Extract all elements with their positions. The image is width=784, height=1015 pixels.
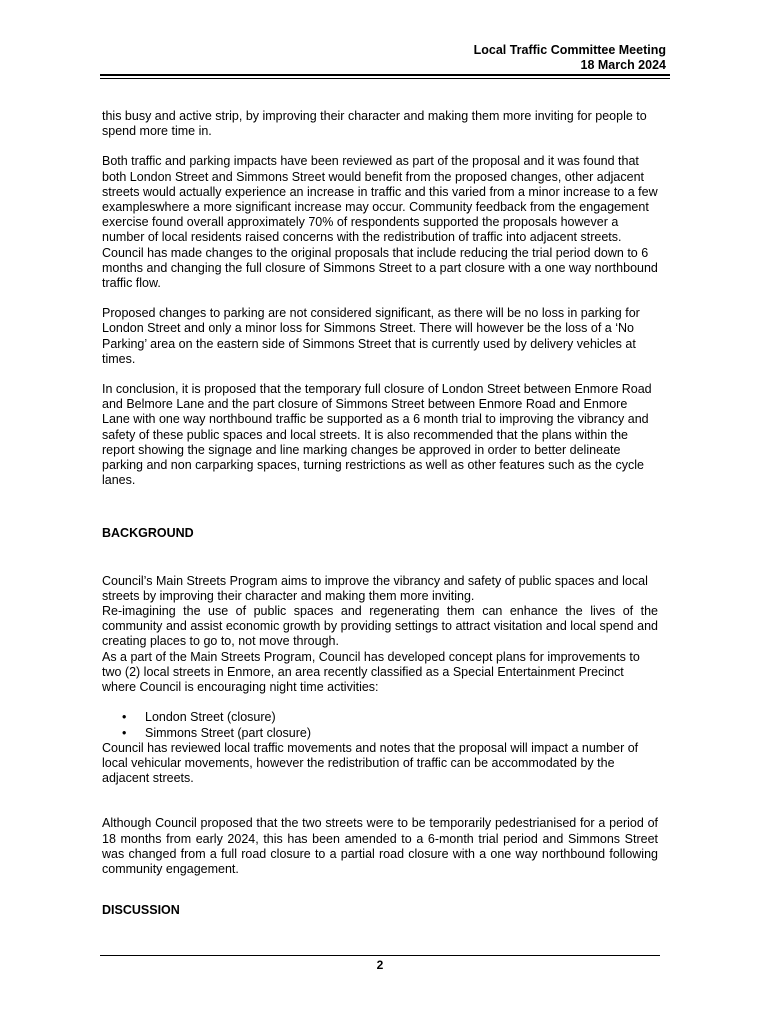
header-rule-thin — [100, 78, 670, 79]
intro-paragraph-3: Proposed changes to parking are not considered significant, as there will be no loss in parking for London Street and only a minor loss for Simmons Street. There will however be the loss of a ‘No Parking’ area on the eastern side of Simmons Street that is currently used by delivery vehicles at times. — [102, 306, 640, 366]
footer-rule — [100, 955, 660, 956]
background-paragraph-1: Council’s Main Streets Program aims to improve the vibrancy and safety of public spaces and local streets by improving their character and making them more inviting. — [102, 573, 648, 603]
document-body — [102, 109, 658, 918]
bullet-icon: • — [122, 710, 127, 725]
background-paragraph-2: Re-imagining the use of public spaces and regenerating them can enhance the lives of the community and assist economic growth by providing settings to attract visitation and local spend and creating places to go to, not move through. — [102, 604, 658, 649]
intro-paragraph-4: In conclusion, it is proposed that the temporary full closure of London Street between Enmore Road and Belmore Lane and the part closure of Simmons Street between Enmore Road and Enmore Lane with one way northbound traffic be supported as a 6 month trial to improving the vibrancy and safety of these public spaces and local streets. It is also recommended that the plans within the report showing the signage and line marking changes be approved in order to better delineate parking and non carparking spaces, turning restrictions as well as other features such as the cycle lanes. — [102, 382, 652, 488]
header-date: 18 March 2024 — [580, 58, 666, 72]
list-item-label: London Street (closure) — [145, 710, 276, 725]
header-title: Local Traffic Committee Meeting — [473, 43, 666, 57]
spacer — [102, 786, 658, 816]
list-item — [102, 726, 658, 741]
discussion-heading: DISCUSSION — [102, 903, 180, 918]
intro-paragraph-1: this busy and active strip, by improving their character and making them more inviting for people to spend more time in. — [102, 109, 647, 139]
street-list — [102, 710, 658, 740]
header-rule-thick — [100, 74, 670, 76]
bullet-icon: • — [122, 725, 127, 740]
background-paragraph-5: Although Council proposed that the two streets were to be temporarily pedestrianised for a period of 18 months from early 2024, this has been amended to a 6-month trial period and Simmons Street was changed from a full road closure to a partial road closure with a one way northbound following community engagement. — [102, 816, 658, 876]
page-header — [100, 43, 666, 73]
background-paragraph-4: Council has reviewed local traffic movements and notes that the proposal will impact a number of local vehicular movements, however the redistribution of traffic can be accommodated by the adjacent streets. — [102, 740, 639, 786]
background-heading: BACKGROUND — [102, 526, 194, 541]
page-number: 2 — [376, 958, 384, 972]
intro-paragraph-2: Both traffic and parking impacts have been reviewed as part of the proposal and it was found that both London Street and Simmons Street would benefit from the proposed changes, other adjacent streets would actually experience an increase in traffic and this varied from a minor increase to a few exampleswhere a more significant increase may occur. Community feedback from the engagement exercise found overall approximately 70% of respondents supported the proposals however a number of local residents raised concerns with the redistribution of traffic into adjacent streets. Council has made changes to the original proposals that include reducing the trial period down to 6 months and changing the full closure of Simmons Street to a part closure with a one way northbound traffic flow. — [102, 154, 658, 291]
list-item — [102, 710, 658, 725]
background-paragraph-3: As a part of the Main Streets Program, Council has developed concept plans for improvements to two (2) local streets in Enmore, an area recently classified as a Special Entertainment Precinct where Council is encouraging night time activities: — [102, 649, 640, 695]
list-item-label: Simmons Street (part closure) — [145, 725, 312, 740]
